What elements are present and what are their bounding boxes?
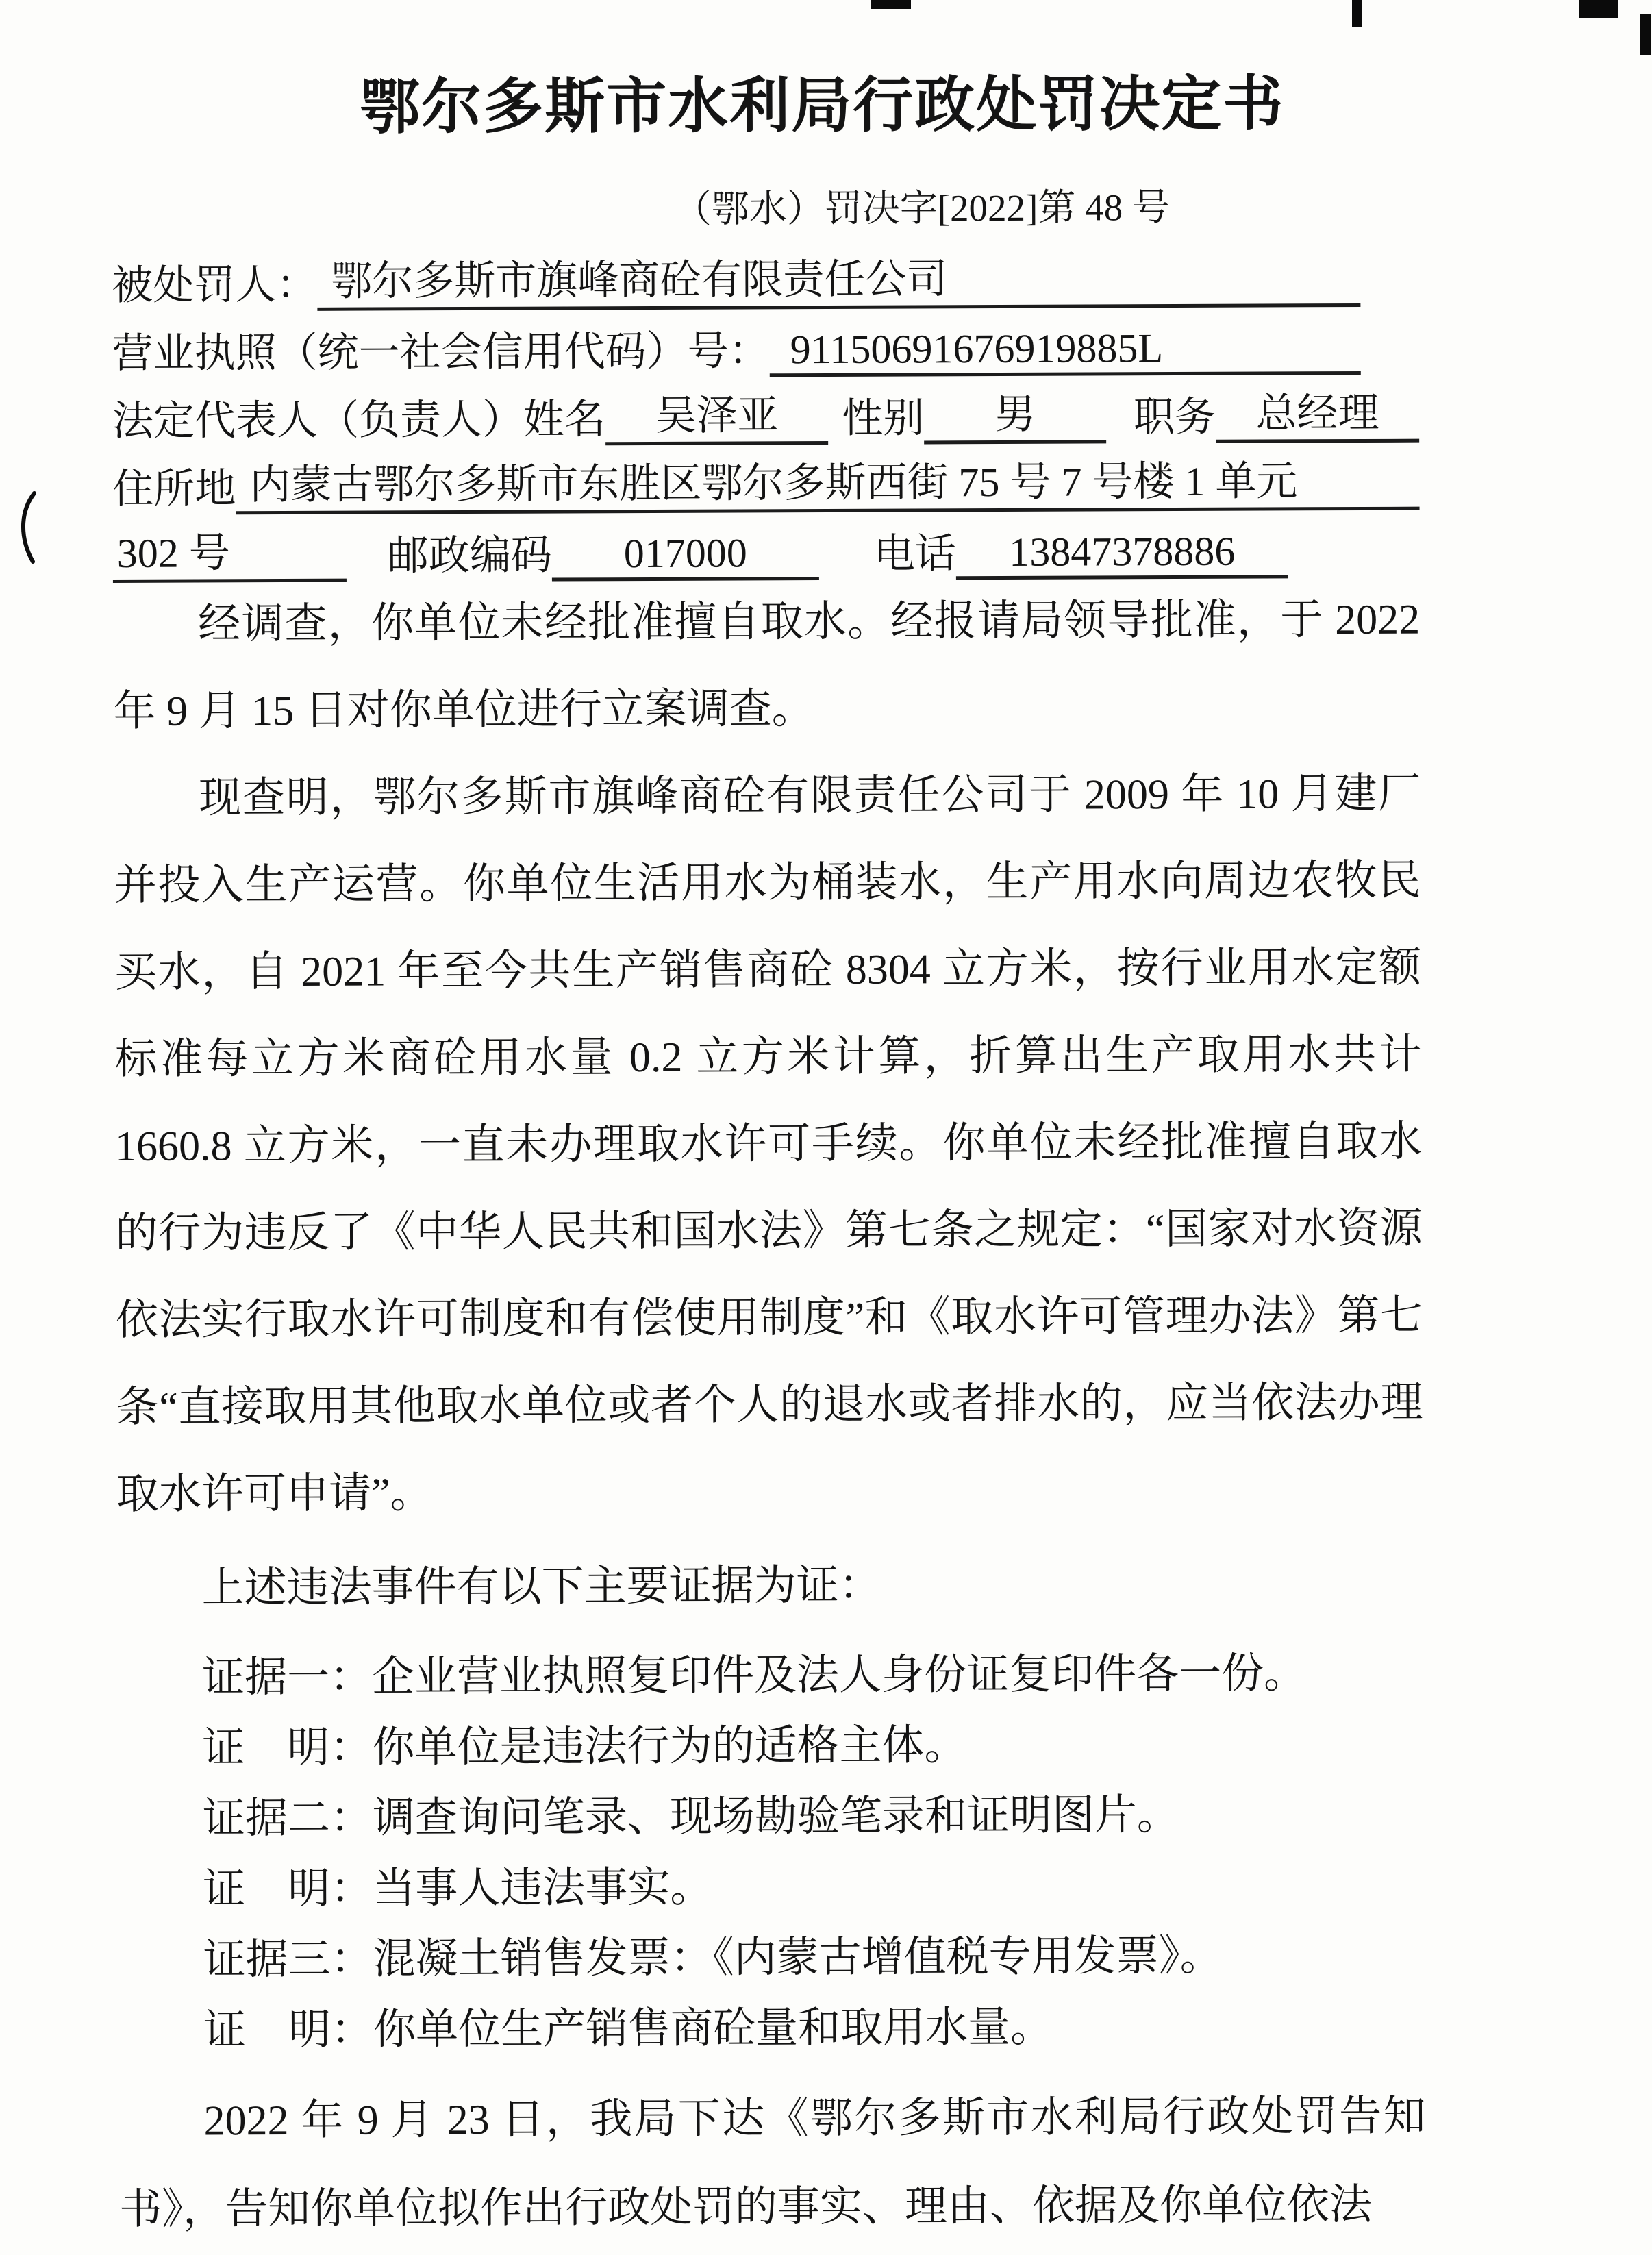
document-number: （鄂水）罚决字[2022]第 48 号 (673, 186, 1171, 230)
field-postcode-phone (113, 510, 1420, 583)
evidence-proof-1: 证 明：你单位是违法行为的适格主体。 (202, 1722, 967, 1772)
gender-value: 男 (924, 381, 1106, 444)
position-value: 总经理 (1216, 380, 1419, 443)
address-value-line2: 302 号 (113, 520, 347, 583)
evidence-item-3: 证据三：混凝土销售发票：《内蒙古增值税专用发票》。 (203, 1932, 1223, 1984)
paragraph-investigation: 经调查，你单位未经批准擅自取水。经报请局领导批准，于 2022 年 9 月 15 日对你单位进行立案调查。 (113, 596, 1421, 735)
field-address (112, 443, 1419, 515)
paragraph-notification: 2022 年 9 月 23 日，我局下达《鄂尔多斯市水利局行政处罚告知书》，告知你单位拟作出行政处罚的事实、理由、依据及你单位依法 (118, 2093, 1426, 2233)
legal-representative-label: 法定代表人（负责人）姓名 (112, 397, 606, 444)
business-license-label: 营业执照（统一社会信用代码）号： (112, 328, 770, 376)
penalized-person-value: 鄂尔多斯市旗峰商砼有限责任公司 (317, 245, 1360, 311)
paragraph-findings: 现查明，鄂尔多斯市旗峰商砼有限责任公司于 2009 年 10 月建厂并投入生产运营。你单位生活用水为桶装水，生产用水向周边农牧民买水，自 2021 年至今共生产销售商砼 8304 立方米，按行业用水定额标准每立方米商砼用水量 0.2 立方米计算，折算出生产取用水共计 1660.8 立方米，一直未办理取水许可手续。你单位未经批准擅自取水的行为违反了《中华人民共和国水法》第七条之规定：“国家对水资源依法实行取水许可制度和有偿使用制度”和《取水许可管理办法》第七条“直接取用其他取水单位或者个人的退水或者排水的，应当依法办理取水许可申请”。 (114, 770, 1423, 1518)
address-value: 内蒙古鄂尔多斯市东胜区鄂尔多斯西街 75 号 7 号楼 1 单元 (236, 448, 1419, 515)
document-body (113, 577, 1426, 2254)
document-title: 鄂尔多斯市水利局行政处罚决定书 (360, 71, 1285, 142)
penalized-person-label: 被处罚人： (112, 262, 318, 308)
evidence-item-1: 证据一：企业营业执照复印件及法人身份证复印件各一份。 (201, 1650, 1307, 1702)
address-label: 住所地 (112, 466, 236, 512)
header-fields (112, 239, 1420, 583)
legal-representative-name: 吴泽亚 (605, 382, 829, 445)
field-penalized-person (112, 239, 1418, 312)
gender-label: 性别 (842, 395, 925, 441)
evidence-proof-2: 证 明：当事人违法事实。 (203, 1864, 713, 1913)
position-label: 职务 (1133, 394, 1216, 440)
field-legal-representative (112, 375, 1419, 447)
phone-label: 电话 (873, 531, 956, 577)
paragraph-evidence-intro: 上述违法事件有以下主要证据为证： (201, 1562, 881, 1612)
field-business-license (112, 307, 1418, 379)
business-license-value: 91150691676919885L (770, 324, 1361, 377)
evidence-item-2: 证据二：调查询问笔录、现场勘验笔录和证明图片。 (202, 1792, 1180, 1843)
evidence-list (117, 1639, 1425, 2067)
postcode-value: 017000 (552, 530, 819, 581)
postcode-label: 邮政编码 (387, 532, 552, 579)
evidence-proof-3: 证 明：你单位生产销售商砼量和取用水量。 (203, 2004, 1053, 2054)
phone-value: 13847378886 (956, 527, 1288, 580)
